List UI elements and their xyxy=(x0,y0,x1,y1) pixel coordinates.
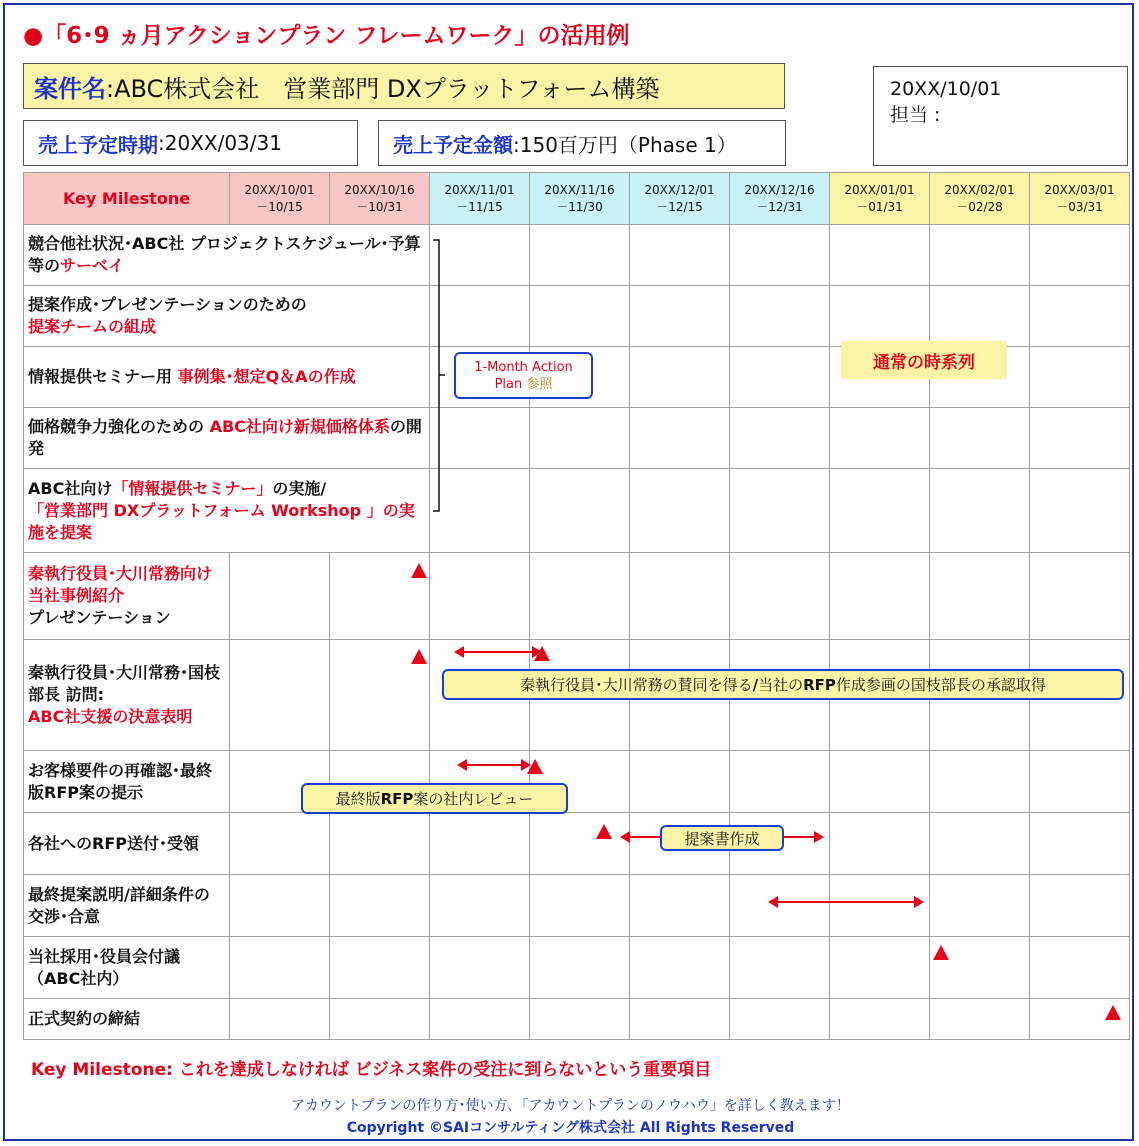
double-arrow xyxy=(777,901,915,903)
footer-note: アカウントプランの作り方･使い方､「アカウントプランのノウハウ」を詳しく教えます！ xyxy=(291,1098,850,1114)
sales-date-value: :20XX/03/31 xyxy=(158,131,282,155)
task-cell: お客様要件の再確認･最終版RFP案の提示 xyxy=(24,751,230,813)
milestone-triangle xyxy=(411,563,427,578)
sales-date-box xyxy=(23,120,358,166)
task-cell: 価格競争力強化のための ABC社向け新規価格体系の開発 xyxy=(24,408,430,469)
sales-amount-value: :150百万円（Phase 1） xyxy=(513,132,737,157)
column-header: 20XX/11/01 －11/15 xyxy=(430,173,530,225)
table-row xyxy=(24,408,1130,469)
column-header: 20XX/03/01 －03/31 xyxy=(1030,173,1130,225)
milestone-triangle xyxy=(411,649,427,664)
milestone-triangle xyxy=(1105,1005,1121,1020)
table-row xyxy=(24,751,1130,813)
action-plan-table xyxy=(23,172,1130,1040)
key-milestone-header: Key Milestone xyxy=(24,173,230,225)
case-name-label: 案件名 xyxy=(34,74,106,103)
table-row xyxy=(24,469,1130,553)
task-cell: 情報提供セミナー用 事例集･想定Q＆Aの作成 xyxy=(24,347,430,408)
milestone-triangle xyxy=(933,945,949,960)
task-cell: ABC社向け「情報提供セミナー」の実施/ 「営業部門 DXプラットフォーム Workshop 」の実施を提案 xyxy=(24,469,430,553)
owner-label: 担当 : xyxy=(890,104,941,126)
column-header: 20XX/12/01 －12/15 xyxy=(630,173,730,225)
column-header: 20XX/11/16 －11/30 xyxy=(530,173,630,225)
plan-date: 20XX/10/01 xyxy=(890,78,1002,100)
double-arrow xyxy=(463,651,533,653)
task-cell: 秦執行役員･大川常務･国枝部長 訪問: ABC社支援の決意表明 xyxy=(24,640,230,751)
column-header: 20XX/12/16 －12/31 xyxy=(730,173,830,225)
page-frame xyxy=(3,3,1134,1141)
column-header: 20XX/02/01 －02/28 xyxy=(930,173,1030,225)
double-arrow xyxy=(466,764,522,766)
table-row xyxy=(24,225,1130,286)
table-row xyxy=(24,813,1130,875)
task-cell: 競合他社状況･ABC社 プロジェクトスケジュール･予算等のサーベイ xyxy=(24,225,430,286)
table-row xyxy=(24,553,1130,640)
task-cell: 提案作成･プレゼンテーションのための 提案チームの組成 xyxy=(24,286,430,347)
task-cell: 最終提案説明/詳細条件の交渉･合意 xyxy=(24,875,230,937)
task-cell: 各社へのRFP送付･受領 xyxy=(24,813,230,875)
date-owner-box xyxy=(873,66,1128,166)
sales-date-label: 売上予定時期 xyxy=(38,132,158,157)
case-name-box xyxy=(23,63,785,109)
column-header: 20XX/01/01 －01/31 xyxy=(830,173,930,225)
milestone-triangle xyxy=(527,759,543,774)
column-header: 20XX/10/01 －10/15 xyxy=(230,173,330,225)
table-header-row xyxy=(24,173,1130,225)
table-row xyxy=(24,999,1130,1040)
table-row xyxy=(24,937,1130,999)
key-milestone-legend: Key Milestone: これを達成しなければ ビジネス案件の受注に到らないという重要項目 xyxy=(31,1060,712,1080)
rfp-review-callout: 最終版 RFP 案の社内レビュー xyxy=(301,783,568,814)
task-cell: 当社採用･役員会付議（ABC社内） xyxy=(24,937,230,999)
milestone-triangle xyxy=(596,824,612,839)
column-header: 20XX/10/16 －10/31 xyxy=(330,173,430,225)
normal-timeline-note: 通常の時系列 xyxy=(841,341,1007,379)
table-row xyxy=(24,875,1130,937)
sales-amount-label: 売上予定金額 xyxy=(393,132,513,157)
task-cell: 秦執行役員･大川常務向け 当社事例紹介 プレゼンテーション xyxy=(24,553,230,640)
milestone-triangle xyxy=(534,646,550,661)
bracket-icon xyxy=(425,237,451,517)
table-row xyxy=(24,286,1130,347)
copyright: Copyright ©SAIコンサルティング株式会社 All Rights Reserved xyxy=(346,1120,795,1136)
case-name-value: :ABC株式会社 営業部門 DXプラットフォーム構築 xyxy=(106,74,660,103)
one-month-plan-callout: 1-Month Action Plan 参照 xyxy=(454,352,593,399)
proposal-callout: 提案書作成 xyxy=(660,825,784,851)
task-cell: 正式契約の締結 xyxy=(24,999,230,1040)
sales-amount-box xyxy=(378,120,786,166)
approval-callout: 秦執行役員･大川常務の賛同を得る / 当社の RFP 作成参画の国枝部長の承認取得 xyxy=(442,669,1124,700)
page-title: ●「6･9 ヵ月アクションプラン フレームワーク」の活用例 xyxy=(23,23,630,49)
